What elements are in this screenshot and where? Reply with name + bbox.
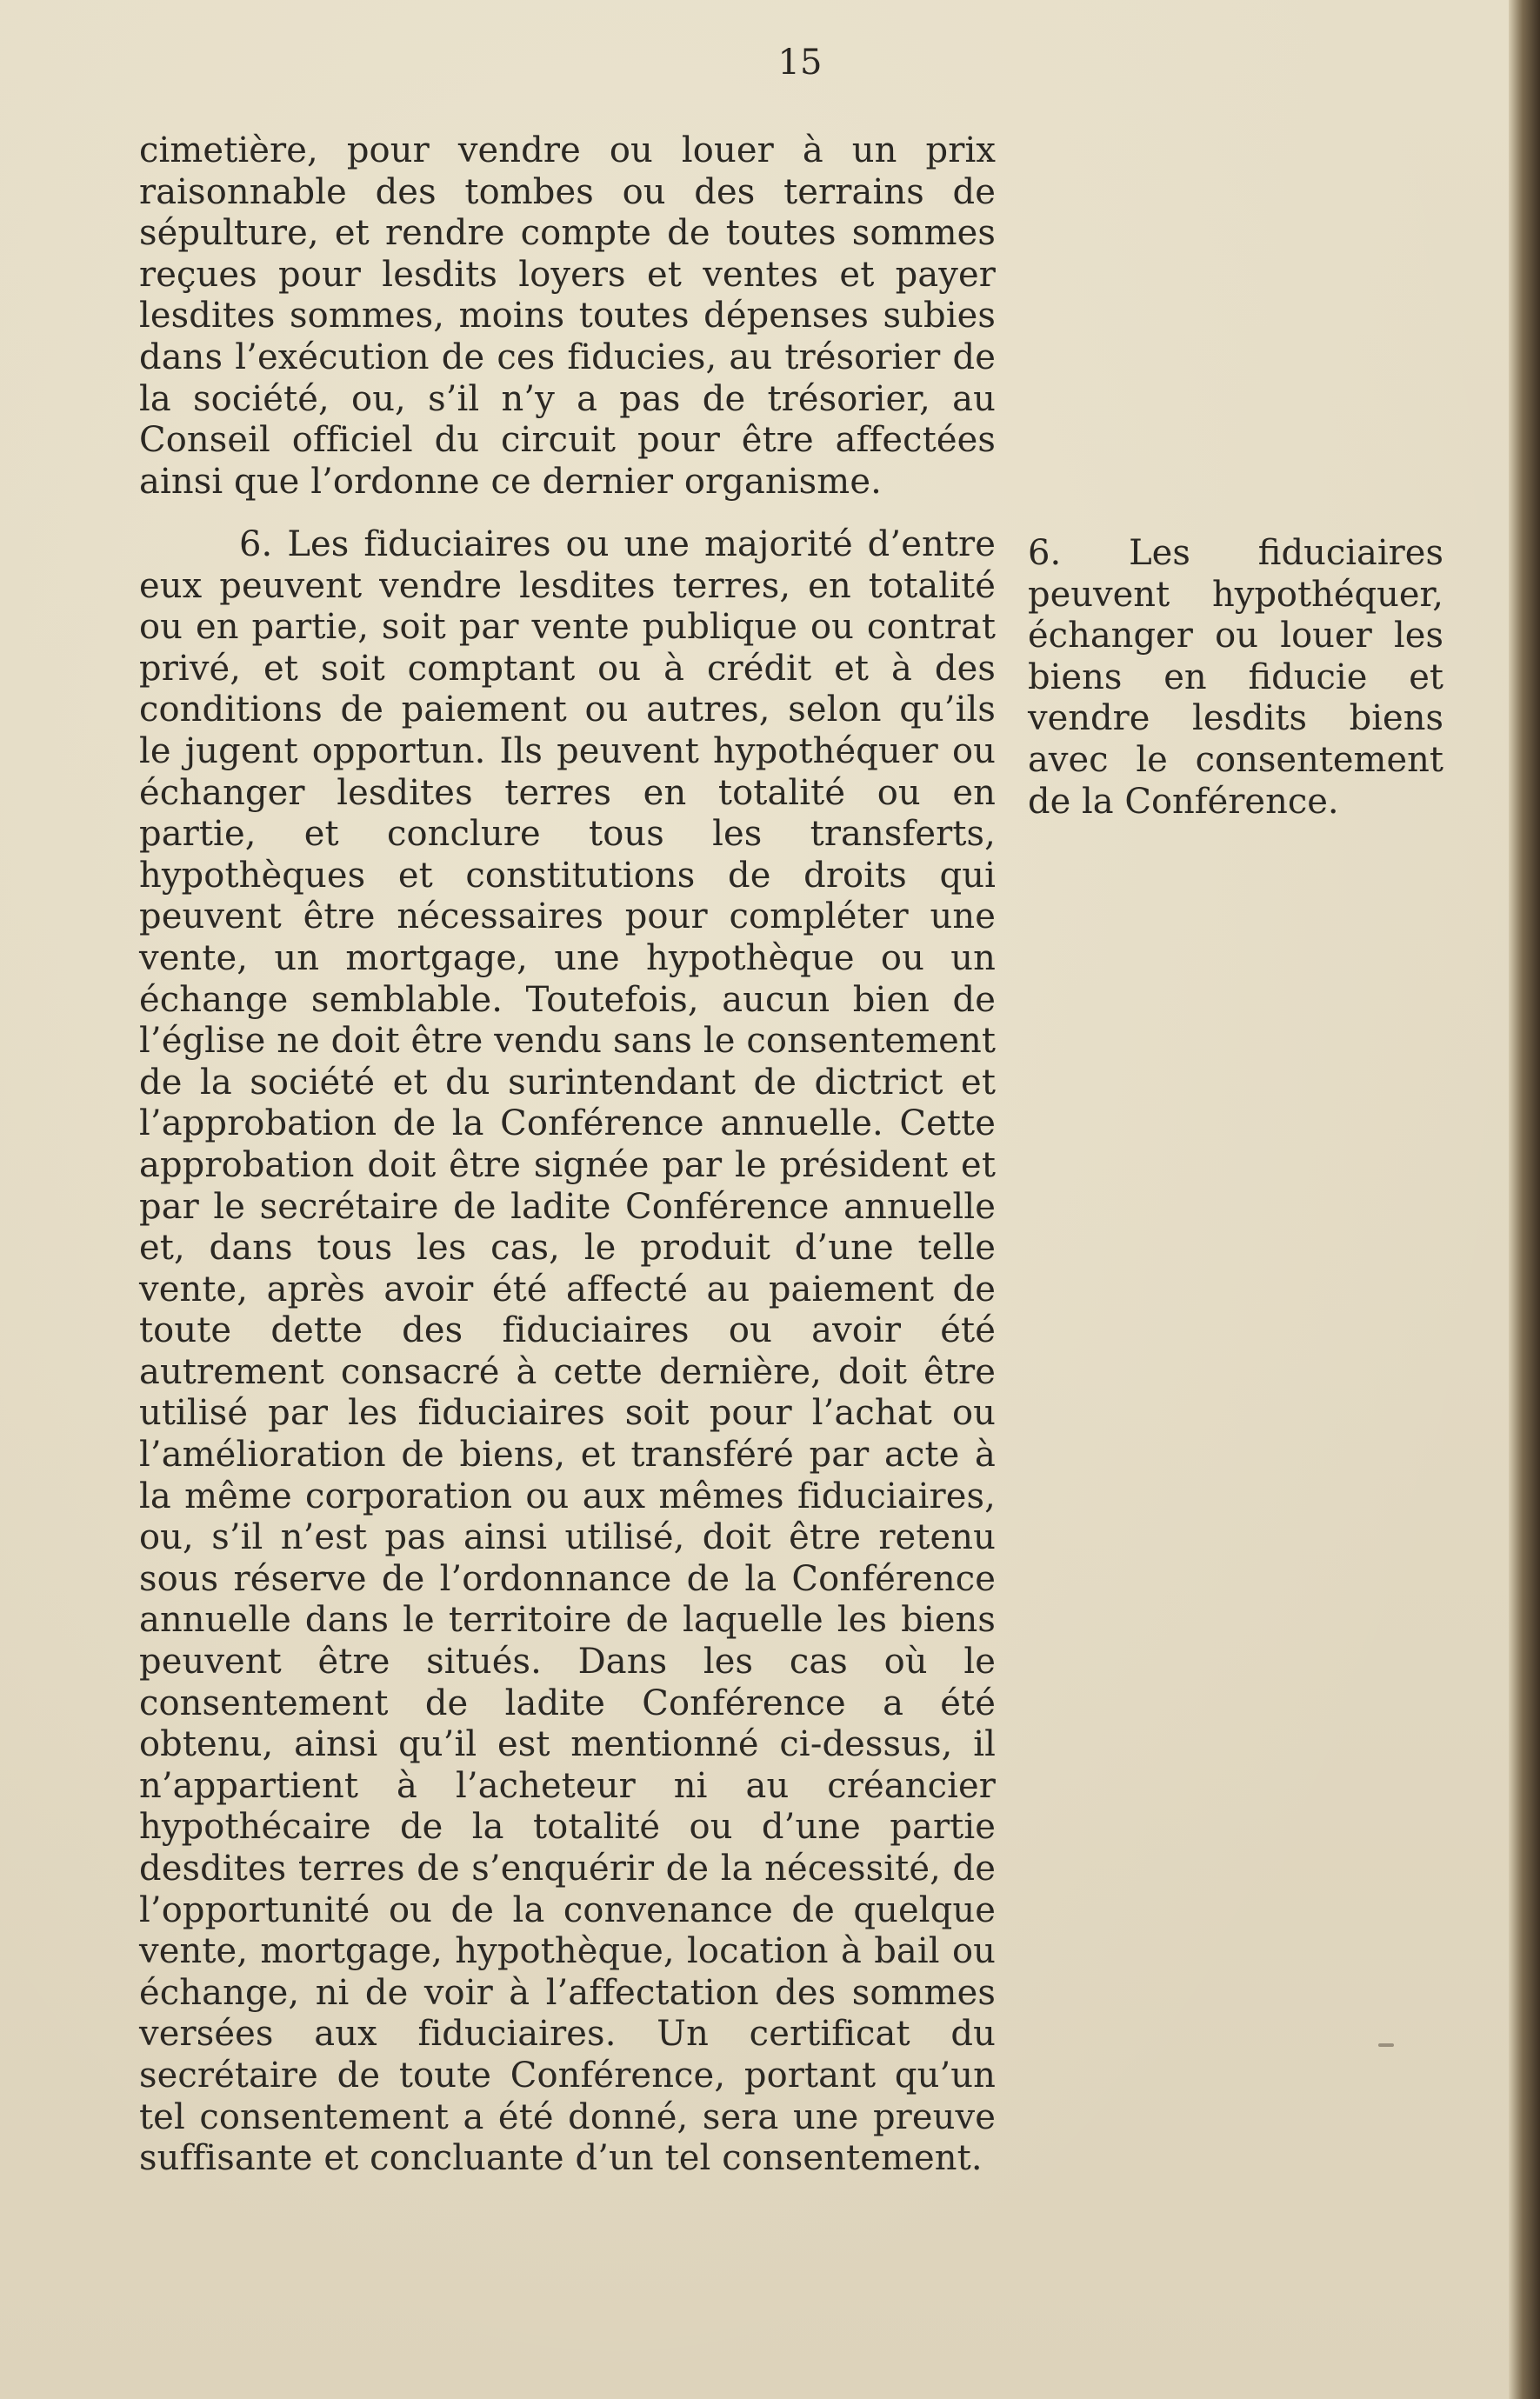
page-edge-shadow <box>1509 0 1540 2399</box>
body-paragraph-section-6: 6. Les fiduciaires ou une majorité d’entre eux peuvent vendre lesdites terres, en totalité ou en partie, soit par vente publique ou contrat privé, et soit comptant ou à crédit et à des conditions de paiement ou autres, selon qu’ils le jugent opportun. Ils peuvent hypothéquer ou échanger lesdites terres en totalité ou en partie, et conclure tous les transferts, hypothèques et constitutions de droits qui peuvent être nécessaires pour compléter une vente, un mortgage, une hypothèque ou un échange semblable. Toutefois, aucun bien de l’église ne doit être vendu sans le consentement de la société et du surintendant de dictrict et l’approbation de la Conférence annuelle. Cette approbation doit être signée par le président et par le secrétaire de ladite Conférence annuelle et, dans tous les cas, le produit d’une telle vente, après avoir été affecté au paiement de toute dette des fiduciaires ou avoir été autrement consacré à cette dernière, doit être utilisé par les fiduciaires soit pour l’achat ou l’amélioration de biens, et transféré par acte à la même corporation ou aux mêmes fiduciaires, ou, s’il n’est pas ainsi utilisé, doit être retenu sous réserve de l’ordonnance de la Conférence annuelle dans le territoire de laquelle les biens peuvent être situés. Dans les cas où le consentement de ladite Conférence a été obtenu, ainsi qu’il est mentionné ci-dessus, il n’appartient à l’acheteur ni au créancier hypothécaire de la totalité ou d’une partie desdites terres de s’enquérir de la nécessité, de l’opportunité ou de la convenance de quelque vente, mortgage, hypothèque, location à bail ou échange, ni de voir à l’affectation des sommes versées aux fiduciaires. Un certificat du secrétaire de toute Conférence, portant qu’un tel consentement a été donné, sera une preuve suffisante et concluante d’un tel consentement. <box>139 524 996 2179</box>
ink-speck <box>1378 2043 1394 2047</box>
body-paragraph-continued: cimetière, pour vendre ou louer à un prix raisonnable des tombes ou des terrains de sépulture, et rendre compte de toutes sommes reçues pour lesdits loyers et ventes et payer lesdites sommes, moins toutes dépenses subies dans l’exécution de ces fiducies, au trésorier de la société, ou, s’il n’y a pas de trésorier, au Conseil officiel du circuit pour être affectées ainsi que l’ordonne ce dernier organisme. <box>139 130 996 502</box>
page-number: 15 <box>777 43 823 83</box>
margin-note-section-6: 6. Les fiduciaires peuvent hypothéquer, échanger ou louer les biens en fiducie et vendre lesdits biens avec le consentement de la Conférence. <box>1028 533 1443 822</box>
